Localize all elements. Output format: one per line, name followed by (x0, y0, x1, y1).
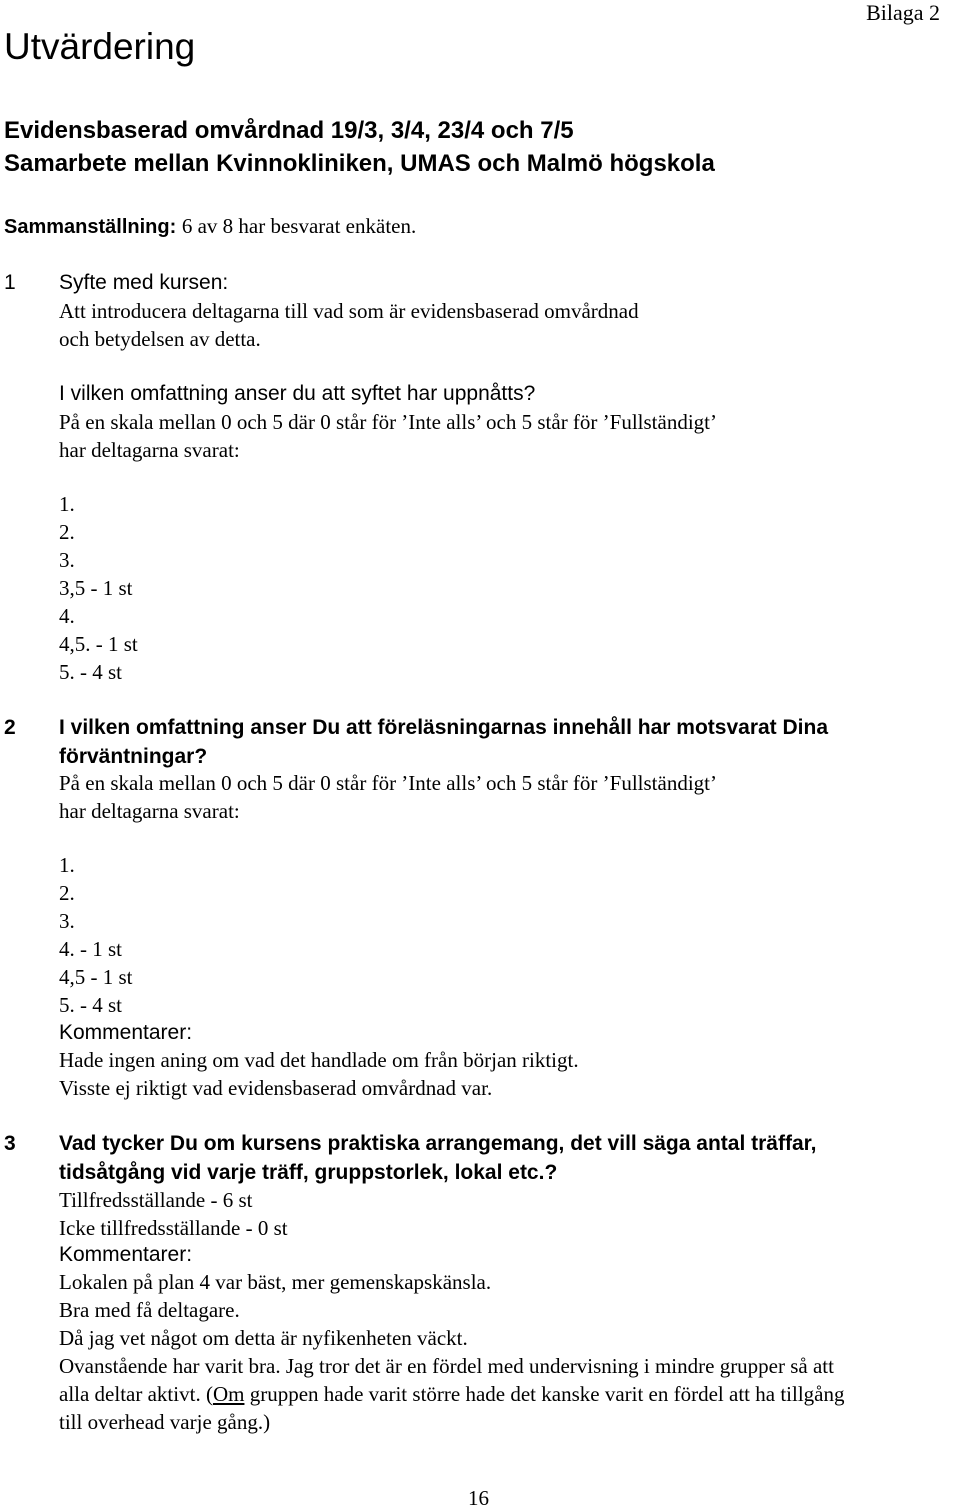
q1-purpose-line1: Att introducera deltagarna till vad som är evidensbaserad omvårdnad (59, 299, 639, 323)
page-title: Utvärdering (4, 26, 196, 67)
page-number: 16 (468, 1486, 489, 1510)
q2-comments-label: Kommentarer: (59, 1021, 193, 1044)
q3-comment: Då jag vet något om detta är nyfikenheten väckt. (59, 1326, 468, 1350)
appendix-label: Bilaga 2 (866, 0, 940, 25)
q1-heading: Syfte med kursen: (59, 271, 229, 294)
q2-answer: 4,5 - 1 st (59, 965, 133, 989)
q3-comment-underlined: Om (212, 1382, 245, 1406)
course-title-line2: Samarbete mellan Kvinnokliniken, UMAS och Malmö högskola (4, 150, 715, 177)
q1-scale-line1: På en skala mellan 0 och 5 där 0 står för ’Inte alls’ och 5 står för ’Fullständigt’ (59, 410, 718, 434)
q2-question-line1: I vilken omfattning anser Du att föreläsningarnas innehåll har motsvarat Dina (59, 716, 829, 739)
q3-comment-part: gruppen hade varit större hade det kanske varit en fördel att ha tillgång (249, 1382, 845, 1406)
q2-answer: 2. (59, 881, 75, 905)
q3-question-line2: tidsåtgång vid varje träff, gruppstorlek, lokal etc.? (59, 1161, 558, 1184)
q1-answer: 1. (59, 492, 75, 516)
q2-answer: 4. - 1 st (59, 937, 122, 961)
q1-scale-line2: har deltagarna svarat: (59, 438, 240, 462)
q1-answer: 4. (59, 604, 75, 628)
q3-question-line1: Vad tycker Du om kursens praktiska arrangemang, det vill säga antal träffar, (59, 1132, 817, 1155)
q1-answer: 2. (59, 520, 75, 544)
q2-comment: Visste ej riktigt vad evidensbaserad omvårdnad var. (59, 1076, 493, 1100)
q3-comment: till overhead varje gång.) (59, 1410, 271, 1434)
q3-number: 3 (4, 1132, 16, 1155)
q3-comment-line5 (59, 1384, 844, 1405)
q2-answer: 1. (59, 853, 75, 877)
q3-comments-label: Kommentarer: (59, 1243, 193, 1266)
q1-purpose-line2: och betydelsen av detta. (59, 327, 261, 351)
course-title-line1: Evidensbaserad omvårdnad 19/3, 3/4, 23/4 och 7/5 (4, 117, 574, 144)
q3-comment: Bra med få deltagare. (59, 1298, 240, 1322)
q2-scale-line2: har deltagarna svarat: (59, 799, 240, 823)
summary-value: 6 av 8 har besvarat enkäten. (181, 214, 417, 238)
q3-answer: Tillfredsställande - 6 st (59, 1188, 253, 1212)
q1-question: I vilken omfattning anser du att syftet har uppnåtts? (59, 382, 536, 405)
q2-answer: 3. (59, 909, 75, 933)
q1-number: 1 (4, 271, 16, 294)
summary-line (4, 216, 416, 237)
q1-answer: 4,5. - 1 st (59, 632, 138, 656)
q1-answer: 3,5 - 1 st (59, 576, 133, 600)
q2-question-line2: förväntningar? (59, 745, 208, 768)
q3-answer: Icke tillfredsställande - 0 st (59, 1216, 288, 1240)
q1-answer: 3. (59, 548, 75, 572)
q2-number: 2 (4, 716, 16, 739)
q3-comment: Lokalen på plan 4 var bäst, mer gemenskapskänsla. (59, 1270, 492, 1294)
q2-scale-line1: På en skala mellan 0 och 5 där 0 står för ’Inte alls’ och 5 står för ’Fullständigt’ (59, 771, 718, 795)
q3-comment: Ovanstående har varit bra. Jag tror det är en fördel med undervisning i mindre grupper så att (59, 1354, 834, 1378)
q1-answer: 5. - 4 st (59, 660, 122, 684)
summary-label: Sammanställning: (4, 216, 177, 238)
q3-comment-part: ( (205, 1382, 213, 1406)
q2-comment: Hade ingen aning om vad det handlade om från början riktigt. (59, 1048, 579, 1072)
q3-comment-part: alla deltar aktivt. (59, 1382, 201, 1406)
q2-answer: 5. - 4 st (59, 993, 122, 1017)
